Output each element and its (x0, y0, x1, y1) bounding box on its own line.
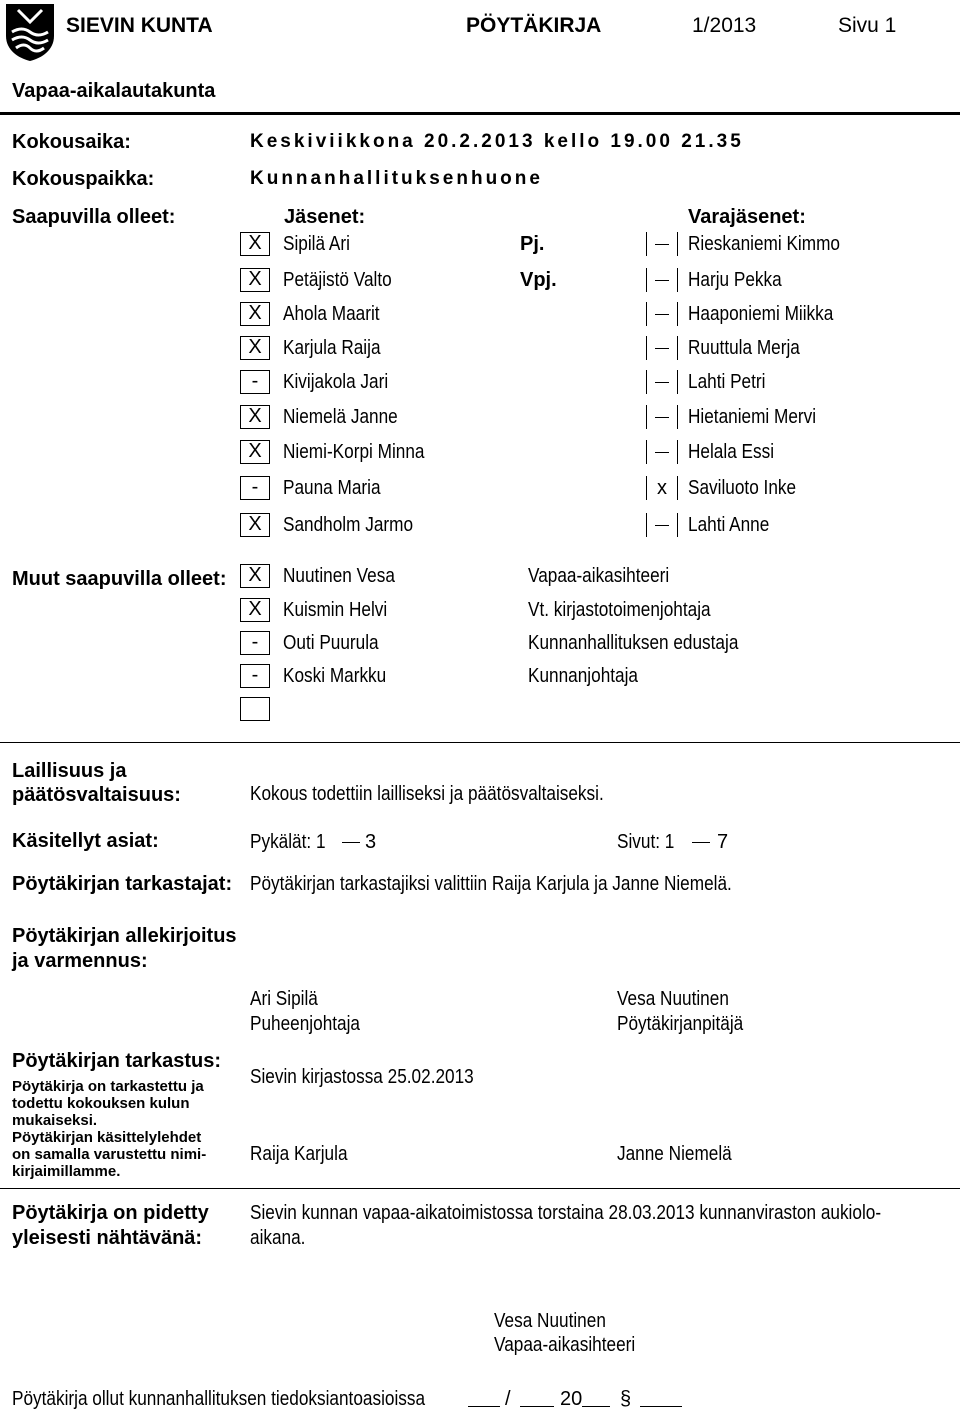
other-name: Outi Puurula (283, 632, 379, 654)
coat-of-arms-icon (4, 2, 56, 62)
meeting-time-value: Keskiviikkona 20.2.2013 kello 19.00 21.35 (250, 131, 744, 152)
member-name: Pauna Maria (283, 477, 381, 499)
blank-line (520, 1406, 554, 1407)
attendance-box: X (240, 405, 270, 429)
blank-line (640, 1406, 682, 1407)
deputy-attendance-box (646, 440, 678, 464)
blank-line (468, 1406, 500, 1407)
handled-sections: Pykälät: 1 (250, 831, 326, 853)
section-rule (0, 742, 960, 743)
display-value-line-1: Sievin kunnan vapaa-aikatoimistossa torstaina 28.03.2013 kunnanviraston aukiolo- (250, 1202, 882, 1224)
reviewer-2: Janne Niemelä (617, 1143, 732, 1165)
deputy-attendance-box (646, 302, 678, 326)
chair-role: Puheenjohtaja (250, 1013, 360, 1035)
checkers-label: Pöytäkirjan tarkastajat: (12, 873, 233, 895)
deputy-name: Haaponiemi Miikka (688, 303, 834, 325)
deputy-name: Lahti Petri (688, 371, 766, 393)
attendance-box: X (240, 513, 270, 537)
attendance-box: - (240, 664, 270, 688)
municipality-name: SIEVIN KUNTA (66, 14, 213, 37)
review-label: Pöytäkirjan tarkastus: (12, 1050, 221, 1072)
deputy-name: Hietaniemi Mervi (688, 406, 817, 428)
member-name: Sandholm Jarmo (283, 514, 414, 536)
signing-label-line-1: Pöytäkirjan allekirjoitus (12, 925, 237, 947)
review-note: mukaiseksi. (12, 1112, 98, 1129)
signing-label-line-2: ja varmennus: (12, 950, 148, 972)
document-type: PÖYTÄKIRJA (466, 14, 602, 37)
display-label-line-1: Pöytäkirja on pidetty (12, 1202, 209, 1224)
member-role: Pj. (520, 233, 545, 255)
review-place-date: Sievin kirjastossa 25.02.2013 (250, 1066, 474, 1088)
range-dash (692, 842, 710, 843)
deputy-name: Harju Pekka (688, 269, 782, 291)
deputy-attendance-box (646, 268, 678, 292)
member-name: Niemelä Janne (283, 406, 398, 428)
deputy-name: Lahti Anne (688, 514, 770, 536)
other-title: Vapaa-aikasihteeri (528, 565, 670, 587)
present-label: Saapuvilla olleet: (12, 206, 176, 228)
legality-label-line-2: päätösvaltaisuus: (12, 784, 181, 806)
attendance-box: - (240, 476, 270, 500)
deputy-attendance-box (646, 370, 678, 394)
deputy-name: Rieskaniemi Kimmo (688, 233, 840, 255)
range-dash (342, 842, 360, 843)
member-name: Karjula Raija (283, 337, 381, 359)
footer-section-sign: § (620, 1388, 632, 1410)
attendance-box: X (240, 440, 270, 464)
review-note: Pöytäkirjan käsittelylehdet (12, 1129, 202, 1146)
member-name: Petäjistö Valto (283, 269, 392, 291)
deputy-name: Helala Essi (688, 441, 775, 463)
display-label-line-2: yleisesti nähtävänä: (12, 1227, 203, 1249)
review-note: Pöytäkirja on tarkastettu ja (12, 1078, 204, 1095)
reviewer-1: Raija Karjula (250, 1143, 348, 1165)
footer-text: Pöytäkirja ollut kunnanhallituksen tiedoksiantoasioissa (12, 1388, 426, 1410)
attendance-box: - (240, 631, 270, 655)
page-number: Sivu 1 (838, 14, 897, 37)
chair-name: Ari Sipilä (250, 988, 318, 1010)
display-signer-title: Vapaa-aikasihteeri (494, 1334, 636, 1356)
member-name: Sipilä Ari (283, 233, 350, 255)
legality-label-line-1: Laillisuus ja (12, 760, 127, 782)
display-signer-name: Vesa Nuutinen (494, 1310, 606, 1332)
member-name: Ahola Maarit (283, 303, 380, 325)
handled-pages: Sivut: 1 (617, 831, 675, 853)
member-role: Vpj. (520, 269, 557, 291)
other-title: Vt. kirjastotoimenjohtaja (528, 599, 711, 621)
attendance-box (240, 697, 270, 721)
meeting-place-value: Kunnanhallituksenhuone (250, 168, 543, 189)
footer-year: 20 (560, 1388, 583, 1410)
deputy-name: Saviluoto Inke (688, 477, 797, 499)
review-note: on samalla varustettu nimi- (12, 1146, 207, 1163)
attendance-box: X (240, 268, 270, 292)
other-title: Kunnanhallituksen edustaja (528, 632, 739, 654)
deputy-attendance-box (646, 232, 678, 256)
attendance-box: - (240, 370, 270, 394)
handled-pages-end: 7 (717, 831, 729, 853)
handled-label: Käsitellyt asiat: (12, 830, 159, 852)
footer-line (12, 1388, 492, 1410)
deputy-attendance-box (646, 405, 678, 429)
deputy-attendance-box: x (646, 476, 678, 500)
attendance-box: X (240, 232, 270, 256)
deputy-attendance-box (646, 513, 678, 537)
other-name: Nuutinen Vesa (283, 565, 395, 587)
member-name: Kivijakola Jari (283, 371, 389, 393)
section-rule (0, 1188, 960, 1189)
other-title: Kunnanjohtaja (528, 665, 638, 687)
member-name: Niemi-Korpi Minna (283, 441, 425, 463)
others-present-label: Muut saapuvilla olleet: (12, 568, 227, 590)
meeting-place-label: Kokouspaikka: (12, 168, 155, 190)
deputies-header: Varajäsenet: (688, 206, 806, 228)
attendance-box: X (240, 564, 270, 588)
secretary-role: Pöytäkirjanpitäjä (617, 1013, 744, 1035)
legality-value: Kokous todettiin lailliseksi ja päätösvaltaiseksi. (250, 783, 604, 805)
members-header: Jäsenet: (284, 206, 366, 228)
deputy-attendance-box (646, 336, 678, 360)
display-value-line-2: aikana. (250, 1227, 306, 1249)
document-number: 1/2013 (692, 14, 757, 37)
review-note: todettu kokouksen kulun (12, 1095, 190, 1112)
attendance-box: X (240, 336, 270, 360)
header-rule (0, 112, 960, 115)
footer-slash: / (505, 1388, 511, 1410)
committee-name: Vapaa-aikalautakunta (12, 80, 216, 102)
other-name: Kuismin Helvi (283, 599, 388, 621)
other-name: Koski Markku (283, 665, 387, 687)
handled-sections-end: 3 (365, 831, 377, 853)
secretary-name: Vesa Nuutinen (617, 988, 729, 1010)
review-note: kirjaimillamme. (12, 1163, 121, 1180)
checkers-value: Pöytäkirjan tarkastajiksi valittiin Raija Karjula ja Janne Niemelä. (250, 873, 732, 895)
meeting-time-label: Kokousaika: (12, 131, 131, 153)
deputy-name: Ruuttula Merja (688, 337, 800, 359)
attendance-box: X (240, 302, 270, 326)
attendance-box: X (240, 598, 270, 622)
blank-line (582, 1406, 610, 1407)
